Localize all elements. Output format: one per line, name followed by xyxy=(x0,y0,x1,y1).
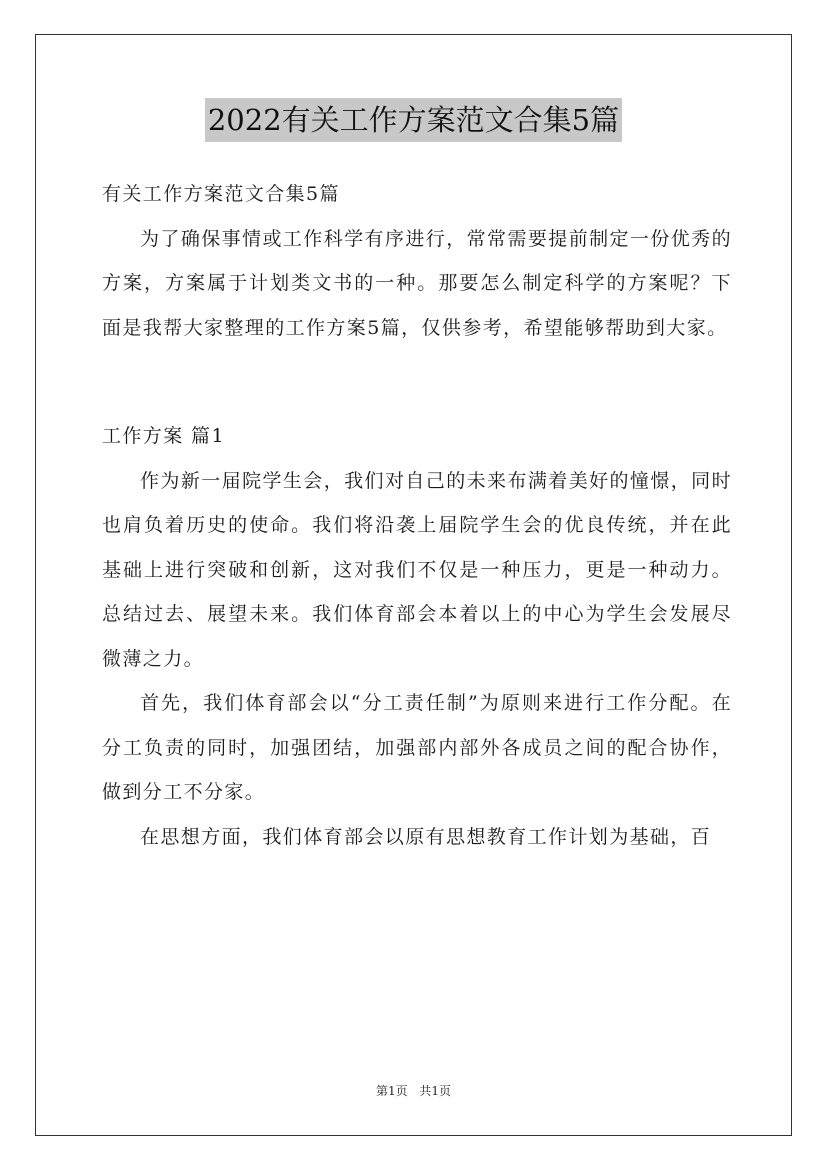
section-heading: 工作方案 篇1 xyxy=(102,425,225,447)
document-title: 2022有关工作方案范文合集5篇 xyxy=(205,98,622,142)
page-footer xyxy=(0,1082,827,1099)
document-body xyxy=(102,172,732,859)
document-subtitle: 有关工作方案范文合集5篇 xyxy=(102,183,340,205)
section-spacer xyxy=(102,350,732,414)
body-paragraph-2: 首先，我们体育部会以“分工责任制”为原则来进行工作分配。在分工负责的同时，加强团结，加强部内部外各成员之间的配合协作，做到分工不分家。 xyxy=(102,692,732,803)
intro-paragraph: 为了确保事情或工作科学有序进行，常常需要提前制定一份优秀的方案，方案属于计划类文书的一种。那要怎么制定科学的方案呢？下面是我帮大家整理的工作方案5篇，仅供参考，希望能够帮助到大家。 xyxy=(102,227,732,339)
title-container xyxy=(0,98,827,142)
body-paragraph-3: 在思想方面，我们体育部会以原有思想教育工作计划为基础，百 xyxy=(140,825,712,848)
page-total: 共1页 xyxy=(419,1084,452,1098)
body-paragraph-1: 作为新一届院学生会，我们对自己的未来布满着美好的憧憬，同时也肩负着历史的使命。我们将沿袭上届院学生会的优良传统，并在此基础上进行突破和创新，这对我们不仅是一种压力，更是一种动力。总结过去、展望未来。我们体育部会本着以上的中心为学生会发展尽微薄之力。 xyxy=(102,469,732,670)
page-number: 第1页 xyxy=(375,1084,408,1098)
